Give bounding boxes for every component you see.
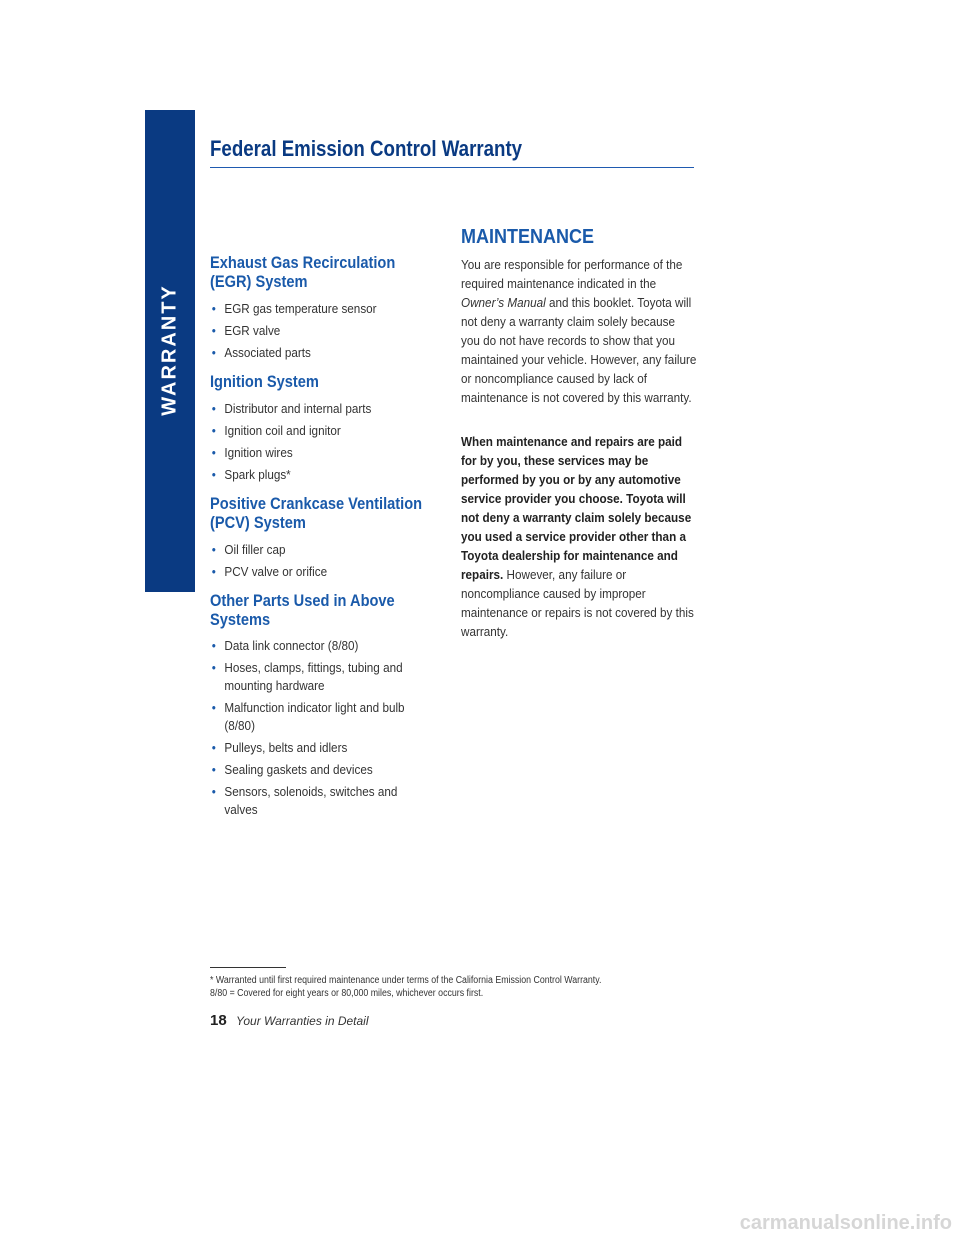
list-item-text: Distributor and internal parts bbox=[224, 401, 372, 416]
maintenance-paragraph-2-rest: However, any failure or noncompliance caused by improper maintenance or repairs is not covered by this warranty. bbox=[461, 567, 694, 639]
other-parts-list bbox=[210, 637, 450, 823]
list-item-text: Ignition wires bbox=[224, 445, 293, 460]
list-item-text: Associated parts bbox=[224, 345, 311, 360]
maintenance-paragraph-2-bold: When maintenance and repairs are paid for by you, these services may be performed by you or by any automotive service provider you choose. Toyota will not deny a warranty claim solely because you used a service provider other than a Toyota dealership for maintenance and repairs. bbox=[461, 434, 692, 582]
list-item bbox=[210, 637, 426, 655]
bullet-icon: • bbox=[211, 740, 216, 755]
footnote-rule bbox=[210, 967, 286, 968]
egr-parts-list bbox=[210, 300, 450, 366]
list-item bbox=[210, 739, 426, 757]
list-item-text: EGR gas temperature sensor bbox=[224, 301, 377, 316]
section-heading-egr bbox=[210, 253, 434, 291]
list-item-text: Ignition coil and ignitor bbox=[224, 423, 341, 438]
bullet-icon: • bbox=[211, 445, 216, 460]
list-item bbox=[210, 659, 426, 695]
section-heading-other-parts-text: Other Parts Used in Above Systems bbox=[210, 591, 395, 629]
page-section-title: Your Warranties in Detail bbox=[236, 1014, 369, 1028]
footnote-asterisk: * Warranted until first required maintenance under terms of the California Emission Control Warranty. bbox=[210, 975, 602, 986]
list-item-text: Oil filler cap bbox=[224, 542, 286, 557]
side-tab-label: WARRANTY bbox=[158, 284, 181, 416]
list-item bbox=[210, 344, 426, 362]
list-item-text: Malfunction indicator light and bulb (8/80) bbox=[224, 700, 405, 733]
bullet-icon: • bbox=[211, 301, 216, 316]
list-item bbox=[210, 563, 426, 581]
bullet-icon: • bbox=[211, 345, 216, 360]
bullet-icon: • bbox=[211, 401, 216, 416]
bullet-icon: • bbox=[211, 700, 216, 715]
owners-manual-title: Owner’s Manual bbox=[461, 295, 546, 310]
list-item bbox=[210, 422, 426, 440]
maintenance-paragraph-1 bbox=[461, 255, 697, 407]
bullet-icon: • bbox=[211, 638, 216, 653]
side-tab bbox=[145, 110, 195, 592]
maintenance-paragraph-1-end: and this booklet. Toyota will not deny a warranty claim solely because you do not have records to show that you maintained your vehicle. However, any failure or noncompliance caused by lack of maintenance is not covered by this warranty. bbox=[461, 295, 697, 405]
list-item bbox=[210, 300, 426, 318]
section-heading-other-parts bbox=[210, 591, 434, 629]
list-item bbox=[210, 466, 426, 484]
section-heading-egr-text: Exhaust Gas Recirculation (EGR) System bbox=[210, 253, 396, 291]
list-item-text: PCV valve or orifice bbox=[224, 564, 328, 579]
page-title: Federal Emission Control Warranty bbox=[210, 136, 523, 161]
section-heading-ignition-text: Ignition System bbox=[210, 372, 319, 391]
list-item-text: Data link connector (8/80) bbox=[224, 638, 359, 653]
list-item bbox=[210, 444, 426, 462]
bullet-icon: • bbox=[211, 784, 216, 799]
list-item-text: EGR valve bbox=[224, 323, 281, 338]
maintenance-paragraph-2 bbox=[461, 432, 697, 641]
list-item bbox=[210, 541, 426, 559]
bullet-icon: • bbox=[211, 542, 216, 557]
section-heading-pcv-text: Positive Crankcase Ventilation (PCV) System bbox=[210, 494, 423, 532]
list-item bbox=[210, 322, 426, 340]
list-item-text: Pulleys, belts and idlers bbox=[224, 740, 348, 755]
bullet-icon: • bbox=[211, 423, 216, 438]
section-heading-ignition bbox=[210, 372, 434, 391]
maintenance-heading: MAINTENANCE bbox=[461, 226, 595, 248]
maintenance-paragraph-1-start: You are responsible for performance of the required maintenance indicated in the bbox=[461, 257, 683, 291]
bullet-icon: • bbox=[211, 660, 216, 675]
list-item bbox=[210, 783, 426, 819]
section-heading-pcv bbox=[210, 494, 434, 532]
list-item bbox=[210, 400, 426, 418]
ignition-parts-list bbox=[210, 400, 450, 488]
list-item-text: Spark plugs* bbox=[224, 467, 291, 482]
footnote-8-80: 8/80 = Covered for eight years or 80,000 miles, whichever occurs first. bbox=[210, 988, 484, 999]
pcv-parts-list bbox=[210, 541, 450, 585]
list-item-text: Sensors, solenoids, switches and valves bbox=[224, 784, 398, 817]
title-rule bbox=[210, 167, 694, 168]
list-item-text: Hoses, clamps, fittings, tubing and mounting hardware bbox=[224, 660, 403, 693]
list-item bbox=[210, 761, 426, 779]
page-number: 18 bbox=[210, 1012, 227, 1029]
bullet-icon: • bbox=[211, 467, 216, 482]
bullet-icon: • bbox=[211, 564, 216, 579]
bullet-icon: • bbox=[211, 762, 216, 777]
watermark: carmanualsonline.info bbox=[739, 1212, 952, 1234]
list-item-text: Sealing gaskets and devices bbox=[224, 762, 373, 777]
bullet-icon: • bbox=[211, 323, 216, 338]
list-item bbox=[210, 699, 426, 735]
